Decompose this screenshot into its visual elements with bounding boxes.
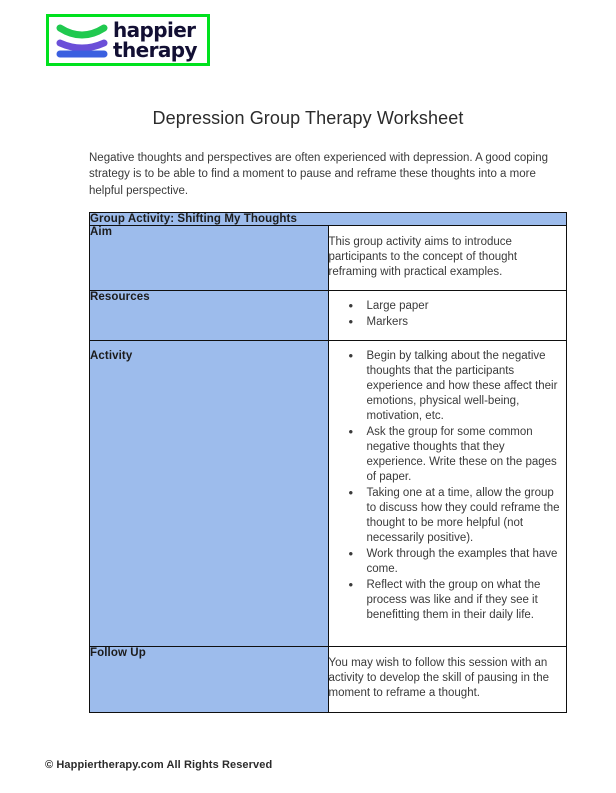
row-label-activity: Activity [90,341,329,647]
row-content-resources [328,291,567,341]
logo-arcs-icon [55,19,109,61]
worksheet-table [89,212,567,713]
activity-list [329,349,567,623]
table-row-resources [90,291,567,341]
brand-logo [46,14,210,66]
footer-copyright: © Happiertherapy.com All Rights Reserved [45,759,273,771]
table-header-title: Group Activity: Shifting My Thoughts [90,213,567,226]
logo-word-therapy: therapy [113,38,197,62]
resources-list [329,299,567,330]
follow-up-text: You may wish to follow this session with an activity to develop the skill of pausing in the moment to reframe a thought. [328,657,550,699]
list-item: • Ask the group for some common negative thoughts that they experience. Write these on the pages of paper. [349,425,567,485]
row-label-aim: Aim [90,226,329,291]
table-row-follow-up [90,647,567,713]
list-item: • Begin by talking about the negative thoughts that the participants experience and how these affect their emotions, physical well-being, motivation, etc. [349,349,567,424]
row-content-aim [328,226,567,291]
table-row-aim [90,226,567,291]
row-content-activity [328,341,567,647]
row-label-resources: Resources [90,291,329,341]
list-item: • Markers [349,315,567,330]
list-item: • Large paper [349,299,567,314]
list-item: • Work through the examples that have come. [349,547,567,577]
list-item: • Taking one at a time, allow the group to discuss how they could reframe the thought to be more helpful (not necessarily positive). [349,486,567,546]
aim-text: This group activity aims to introduce participants to the concept of thought reframing with practical examples. [328,236,518,278]
page-title: Depression Group Therapy Worksheet [152,108,464,129]
row-label-follow-up: Follow Up [90,647,329,713]
table-row-activity [90,341,567,647]
intro-paragraph: Negative thoughts and perspectives are often experienced with depression. A good coping strategy is to be able to find a moment to pause and reframe these thoughts into a more helpful perspective. [89,151,549,197]
logo-word-happier: happier [113,18,196,42]
list-item: • Reflect with the group on what the process was like and if they see it benefitting them in their daily life. [349,578,567,623]
table-header-row [90,213,567,226]
logo-wordmark [113,20,197,60]
row-content-follow-up [328,647,567,713]
